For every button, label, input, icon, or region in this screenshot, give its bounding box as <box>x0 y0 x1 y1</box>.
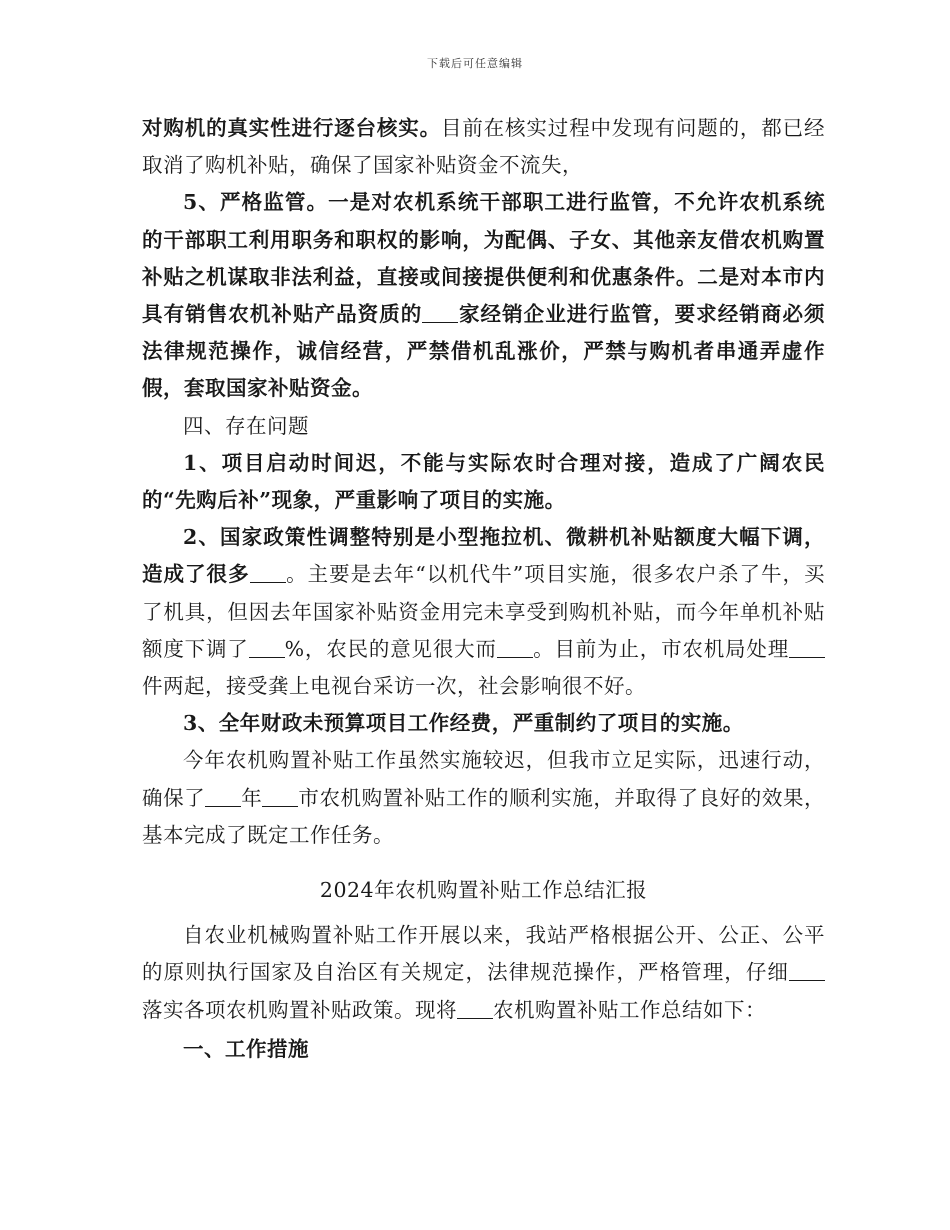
paragraph-problem-3: 3、全年财政未预算项目工作经费，严重制约了项目的实施。 <box>183 711 744 736</box>
document-body <box>142 110 825 1068</box>
fill-blank <box>789 960 825 982</box>
section-heading-problems: 四、存在问题 <box>183 413 309 438</box>
fill-blank <box>789 636 825 658</box>
paragraph-supervision-text-2: 家经销企业进行监管，要求经销商必须法律规范操作，诚信经营，严禁借机乱涨价，严禁与购机者串通弄虚作假，套取国家补贴资金。 <box>142 302 826 401</box>
fill-blank <box>497 636 533 658</box>
paragraph-intro-text-a: 自农业机械购置补贴工作开展以来，我站严格根据公开、公正、公平的原则执行国家及自治区有关规定，法律规范操作，严格管理，仔细 <box>142 923 825 985</box>
header-note: 下载后可任意编辑 <box>427 57 523 70</box>
fill-blank <box>250 562 286 584</box>
paragraph-intro <box>142 917 825 1029</box>
paragraph-verification-text: 目前在核实过程中发现有问题的，都已经取消了购机补贴，确保了国家补贴资金不流失， <box>142 116 826 178</box>
document-title: 2024年农机购置补贴工作总结汇报 <box>319 878 648 903</box>
section-heading-measures: 一、工作措施 <box>183 1036 309 1061</box>
paragraph-problem-2-bold: 2、国家政策性调整特别是小型拖拉机、微耕机补贴额度大幅下调，造成了很多 <box>142 525 825 587</box>
paragraph-problem-1: 1、项目启动时间迟，不能与实际农时合理对接，造成了广阔农民的“先购后补”现象，严重影响了项目的实施。 <box>142 450 825 513</box>
paragraph-conclusion-text-c: 市农机购置补贴工作的顺利实施，并取得了良好的效果，基本完成了既定工作任务。 <box>142 785 826 847</box>
paragraph-problem-2-text-c: 。目前为止，市农机局处理 <box>532 636 790 661</box>
fill-blank <box>262 785 298 807</box>
paragraph-problem-2-text-a: 。主要是去年“以机代牛”项目实施，很多农户杀了牛，买了机具，但因去年国家补贴资金用完未享受到购机补贴，而今年单机补贴额度下调了 <box>142 562 825 661</box>
paragraph-supervision-text-1: 5、严格监管。一是对农机系统干部职工进行监管，不允许农机系统的干部职工利用职务和职权的影响，为配偶、子女、其他亲友借农机购置补贴之机谋取非法利益，直接或间接提供便利和优惠条件。二是对本市内具有销售农机补贴产品资质的 <box>142 190 825 327</box>
paragraph-supervision <box>142 184 825 407</box>
paragraph-conclusion-text-a: 今年农机购置补贴工作虽然实施较迟，但我市立足实际，迅速行动，确保了 <box>142 748 825 810</box>
paragraph-intro-text-c: 农机购置补贴工作总结如下： <box>493 997 766 1022</box>
fill-blank <box>205 785 241 807</box>
paragraph-problem-2-text-d: 件两起，接受龚上电视台采访一次，社会影响很不好。 <box>142 674 646 699</box>
paragraph-verification-bold: 对购机的真实性进行逐台核实。 <box>142 116 441 140</box>
paragraph-problem-2 <box>142 519 825 705</box>
paragraph-verification <box>142 110 825 184</box>
paragraph-conclusion <box>142 742 825 854</box>
paragraph-problem-2-text-b: %，农民的意见很大而 <box>284 636 497 661</box>
fill-blank <box>249 636 285 658</box>
fill-blank <box>422 302 458 324</box>
fill-blank <box>457 997 493 1019</box>
paragraph-conclusion-text-b: 年 <box>241 785 263 810</box>
paragraph-intro-text-b: 落实各项农机购置补贴政策。现将 <box>142 997 457 1022</box>
